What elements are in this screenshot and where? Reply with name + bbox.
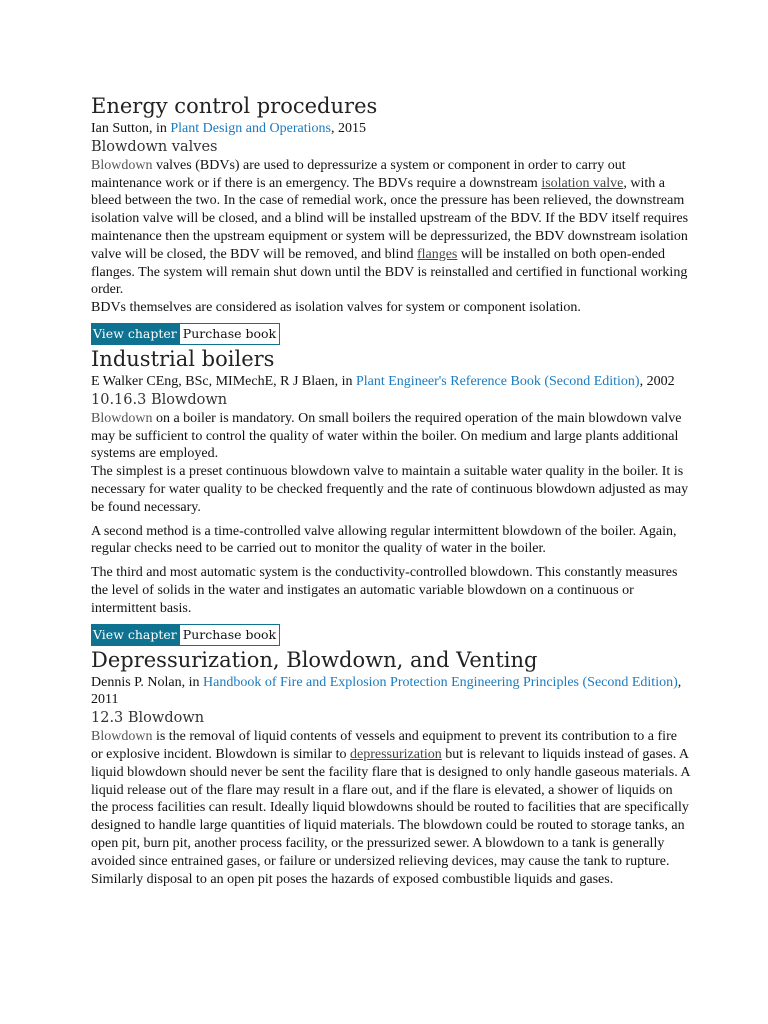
- inline-link[interactable]: isolation valve: [541, 175, 624, 191]
- byline: [91, 373, 691, 391]
- section-title: Industrial boilers: [91, 346, 275, 371]
- view-chapter-button[interactable]: View chapter: [91, 624, 179, 646]
- paragraph: [91, 157, 691, 299]
- section-title: Energy control procedures: [91, 94, 378, 118]
- section-energy-control: [91, 92, 691, 345]
- byline: [91, 120, 691, 138]
- paragraph: [91, 728, 691, 888]
- byline: [91, 674, 691, 710]
- section-industrial-boilers: [91, 345, 691, 646]
- author: E Walker CEng, BSc, MIMechE, R J Blaen, in: [91, 373, 356, 389]
- chapter-actions: [91, 323, 691, 345]
- term-link[interactable]: Blowdown: [91, 410, 153, 426]
- paragraph: [91, 410, 691, 463]
- section-subtitle: Blowdown valves: [91, 138, 218, 155]
- paragraph: BDVs themselves are considered as isolation valves for system or component isolation.: [91, 300, 581, 316]
- inline-link[interactable]: flanges: [416, 246, 458, 262]
- purchase-book-button[interactable]: Purchase book: [179, 624, 280, 646]
- purchase-book-button[interactable]: Purchase book: [179, 323, 280, 345]
- text: , with a bleed between the two. In the case of remedial work, once the pressure has been relieved, the downstream isolation valve will be closed, and a blind will be installed upstream of the BDV. If the BDV itself requires maintenance then the upstream equipment or system will be depressurized, the BDV downstream isolation valve will be closed, the BDV will be removed, and blind: [91, 175, 689, 262]
- inline-link[interactable]: depressurization: [349, 746, 442, 762]
- document-page: [91, 92, 691, 888]
- term-link[interactable]: Blowdown: [91, 157, 153, 173]
- text: valves (BDVs) are used to depressurize a system or component in order to carry out maintenance work or if there is an emergency. The BDVs require a downstream: [91, 157, 626, 191]
- section-title: Depressurization, Blowdown, and Venting: [91, 647, 538, 672]
- text: on a boiler is mandatory. On small boilers the required operation of the main blowdown valve may be sufficient to control the quality of water within the boiler. On medium and large plants additional systems are employed.: [91, 410, 682, 462]
- year: , 2002: [639, 373, 675, 389]
- paragraph: A second method is a time-controlled valve allowing regular intermittent blowdown of the boiler. Again, regular checks need to be carried out to monitor the quality of water in the boiler.: [91, 523, 677, 557]
- chapter-actions: [91, 624, 691, 646]
- text: will be installed on both open-ended flanges. The system will remain shut down until the BDV is reinstalled and certified in functional working order.: [91, 246, 688, 298]
- view-chapter-button[interactable]: View chapter: [91, 323, 179, 345]
- paragraph: The third and most automatic system is the conductivity-controlled blowdown. This constantly measures the level of solids in the water and instigates an automatic variable blowdown on a continuous or intermittent basis.: [91, 565, 678, 616]
- section-depressurization: [91, 646, 691, 889]
- author: Ian Sutton, in: [91, 121, 171, 136]
- section-subtitle: 10.16.3 Blowdown: [91, 391, 228, 408]
- term-link[interactable]: Blowdown: [91, 729, 153, 745]
- year: , 2015: [330, 121, 366, 136]
- section-subtitle: 12.3 Blowdown: [91, 710, 205, 727]
- paragraph: The simplest is a preset continuous blowdown valve to maintain a suitable water quality in the boiler. It is necessary for water quality to be checked frequently and the rate of continuous blowdown adjusted as may be found necessary.: [91, 464, 689, 515]
- text: but is relevant to liquids instead of gases. A liquid blowdown should never be sent the facility flare that is designed to only handle gaseous materials. A liquid release out of the flare may result in a flare out, and if the flare is elevated, a shower of liquids on the process facilities can result. Ideally liquid blowdowns should be routed to facilities that are specifically designed to handle large quantities of liquid materials. The blowdown could be routed to storage tanks, an open pit, burn pit, another process facility, or the pressurized sewer. A blowdown to a tank is generally avoided since entrained gases, or failure or undersized relieving devices, may cause the tank to rupture. Similarly disposal to an open pit poses the hazards of exposed combustible liquids and gases.: [91, 746, 690, 887]
- source-link[interactable]: Plant Design and Operations: [170, 121, 331, 136]
- source-link[interactable]: Plant Engineer's Reference Book (Second Edition): [355, 373, 640, 389]
- author: Dennis P. Nolan, in: [91, 674, 203, 690]
- source-link[interactable]: Handbook of Fire and Explosion Protection Engineering Principles (Second Edition): [203, 674, 678, 690]
- year: , 2011: [91, 674, 682, 708]
- text: is the removal of liquid contents of vessels and equipment to prevent its contribution to a fire or explosive incident. Blowdown is similar to: [91, 729, 677, 762]
